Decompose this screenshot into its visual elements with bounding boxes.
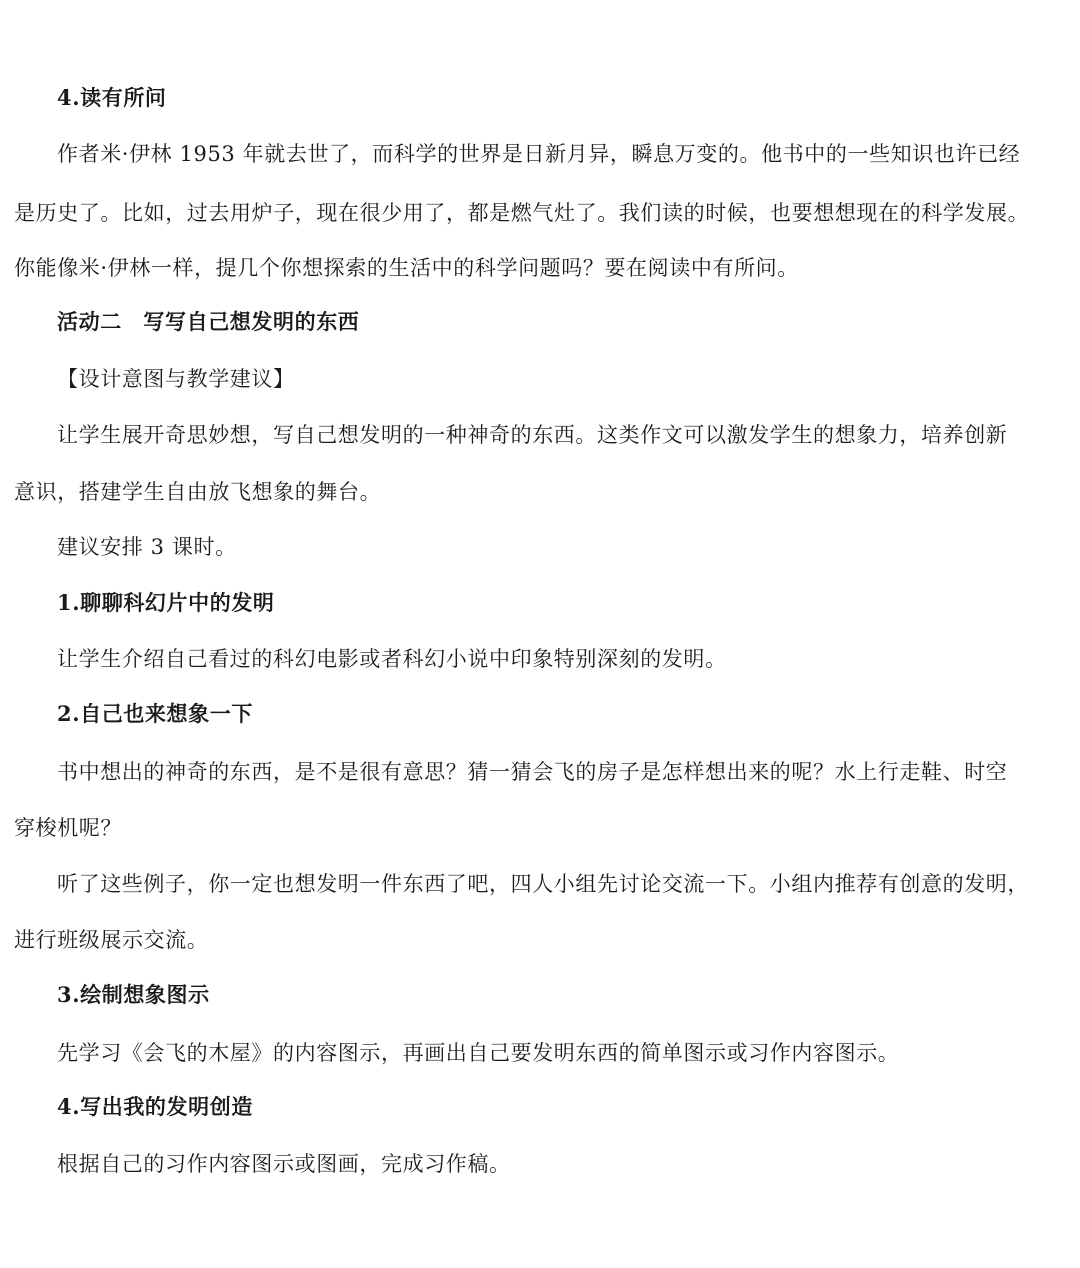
paragraph-line: 建议安排 3 课时。: [57, 535, 237, 559]
paragraph-line: 让学生展开奇思妙想，写自己想发明的一种神奇的东西。这类作文可以激发学生的想象力，培养创新: [57, 423, 1008, 447]
paragraph-line: 作者米·伊林 1953 年就去世了，而科学的世界是日新月异，瞬息万变的。他书中的一些知识也许已经: [57, 142, 1021, 166]
section-label: 【设计意图与教学建议】: [57, 367, 295, 391]
heading-imagine: 2.自己也来想象一下: [57, 701, 253, 726]
paragraph-line: 根据自己的习作内容图示或图画，完成习作稿。: [57, 1152, 511, 1176]
paragraph-line: 书中想出的神奇的东西，是不是很有意思？猜一猜会飞的房子是怎样想出来的呢？水上行走鞋、时空: [57, 760, 1008, 784]
paragraph-line: 进行班级展示交流。: [14, 928, 209, 952]
heading-activity-two: 活动二 写写自己想发明的东西: [57, 309, 360, 334]
paragraph-line: 让学生介绍自己看过的科幻电影或者科幻小说中印象特别深刻的发明。: [57, 647, 727, 671]
paragraph-line: 意识，搭建学生自由放飞想象的舞台。: [14, 480, 382, 504]
paragraph-line: 穿梭机呢？: [14, 816, 122, 840]
heading-read-and-ask: 4.读有所问: [57, 85, 167, 110]
paragraph-line: 是历史了。比如，过去用炉子，现在很少用了，都是燃气灶了。我们读的时候，也要想想现在的科学发展。: [14, 201, 1030, 225]
paragraph-line: 先学习《会飞的木屋》的内容图示，再画出自己要发明东西的简单图示或习作内容图示。: [57, 1041, 900, 1065]
heading-write-invention: 4.写出我的发明创造: [57, 1094, 253, 1119]
heading-sci-fi-inventions: 1.聊聊科幻片中的发明: [57, 590, 275, 615]
paragraph-line: 你能像米·伊林一样，提几个你想探索的生活中的科学问题吗？要在阅读中有所问。: [14, 256, 799, 280]
paragraph-line: 听了这些例子，你一定也想发明一件东西了吧，四人小组先讨论交流一下。小组内推荐有创意的发明，: [57, 872, 1029, 896]
heading-draw-diagram: 3.绘制想象图示: [57, 982, 210, 1007]
